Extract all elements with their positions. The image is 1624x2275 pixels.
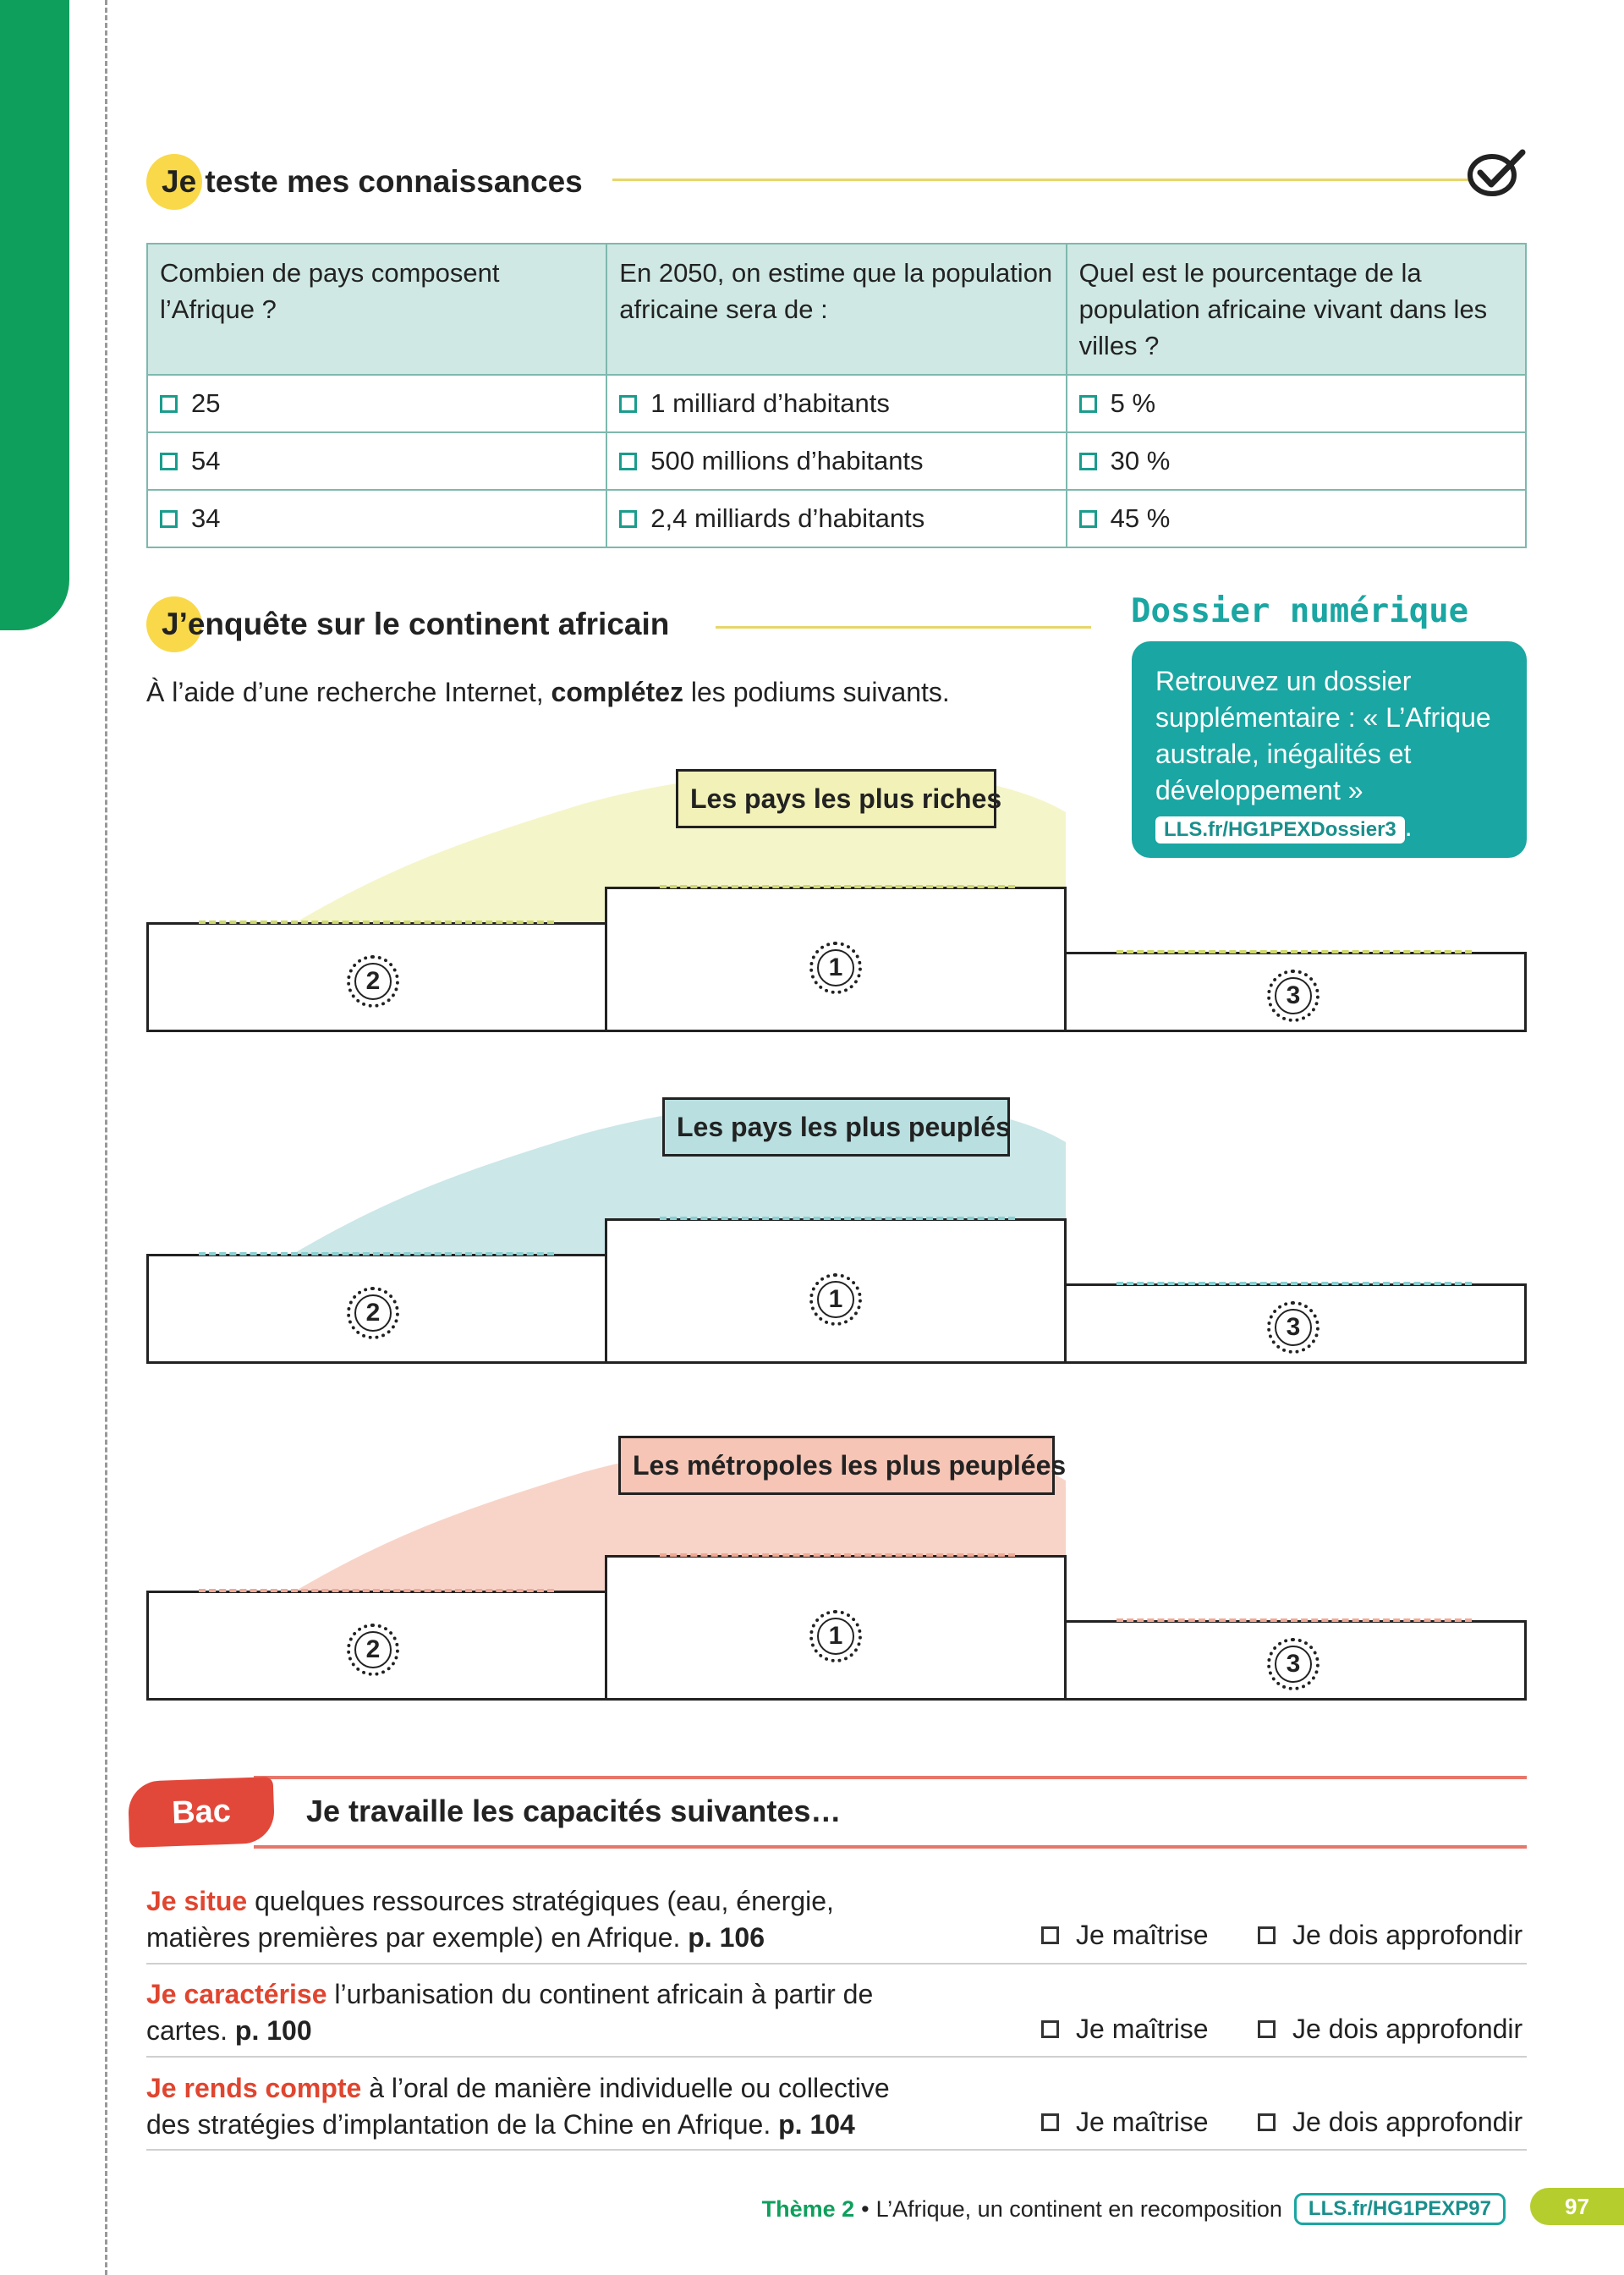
cut-margin-line: [105, 0, 107, 2275]
rank-medal-1: 1: [809, 1610, 862, 1662]
rank-medal-3: 3: [1267, 1638, 1320, 1690]
footer-link[interactable]: LLS.fr/HG1PEXP97: [1294, 2193, 1506, 2225]
checkbox[interactable]: [1041, 2020, 1059, 2038]
bac-rule-bottom: [254, 1845, 1527, 1849]
choice-maitrise[interactable]: Je maîtrise: [1041, 1920, 1208, 1951]
checkbox[interactable]: [1079, 453, 1097, 470]
quiz-option[interactable]: 25: [160, 388, 594, 419]
checkbox[interactable]: [619, 453, 637, 470]
rank-medal-2: 2: [347, 1287, 399, 1339]
rank-medal-3: 3: [1267, 970, 1320, 1022]
title-rest: enquête sur le continent africain: [187, 607, 670, 641]
rank-medal-2: 2: [347, 1624, 399, 1676]
choice-maitrise[interactable]: Je maîtrise: [1041, 2014, 1208, 2045]
checkbox[interactable]: [1041, 2113, 1059, 2131]
quiz-option[interactable]: 1 milliard d’habitants: [619, 388, 1053, 419]
quiz-option[interactable]: 5 %: [1079, 388, 1513, 419]
checkmark-icon: [1467, 147, 1528, 198]
rank-medal-1: 1: [809, 942, 862, 994]
choice-approfondir[interactable]: Je dois approfondir: [1258, 2014, 1522, 2045]
checkbox[interactable]: [160, 510, 178, 528]
instructions: À l’aide d’une recherche Internet, complétez les podiums suivants.: [146, 677, 950, 707]
title-rule: [716, 626, 1091, 629]
chapter-color-tab: [0, 0, 69, 630]
answer-line-3[interactable]: [1116, 1282, 1472, 1285]
skill-1: Je situe quelques ressources stratégiques (eau, énergie, matières premières par exemple) en Afrique. p. 106: [146, 1886, 834, 1953]
answer-line-3[interactable]: [1116, 950, 1472, 953]
dossier-box: Retrouvez un dossier supplémentaire : « L’Afrique australe, inégalités et développement » LLS.fr/HG1PEXDossier3 .: [1132, 641, 1527, 858]
title-prefix: Je: [162, 164, 197, 199]
dossier-text: Retrouvez un dossier supplémentaire : « L’Afrique australe, inégalités et développement »: [1155, 666, 1491, 805]
skill-2: Je caractérise l’urbanisation du continent africain à partir de cartes. p. 100: [146, 1979, 874, 2046]
bac-badge: Bac: [128, 1777, 276, 1848]
choice-maitrise[interactable]: Je maîtrise: [1041, 2107, 1208, 2138]
checkbox[interactable]: [1079, 395, 1097, 413]
podium-label: Les métropoles les plus peuplées: [618, 1436, 1055, 1495]
row-separator: [146, 2056, 1527, 2058]
quiz-option[interactable]: 30 %: [1079, 446, 1513, 476]
choice-approfondir[interactable]: Je dois approfondir: [1258, 1920, 1522, 1951]
title-rule: [612, 179, 1473, 181]
quiz-option[interactable]: 2,4 milliards d’habitants: [619, 503, 1053, 534]
page-footer: Thème 2 • L’Afrique, un continent en recomposition LLS.fr/HG1PEXP97: [762, 2193, 1506, 2225]
quiz-option[interactable]: 54: [160, 446, 594, 476]
checkbox[interactable]: [1258, 2113, 1276, 2131]
quiz-question-2: En 2050, on estime que la population africaine sera de :: [606, 244, 1066, 375]
bac-rule-top: [254, 1776, 1527, 1779]
dossier-title: Dossier numérique: [1131, 592, 1469, 630]
rank-medal-1: 1: [809, 1273, 862, 1326]
footer-theme: Thème 2: [761, 2195, 855, 2222]
dossier-link[interactable]: LLS.fr/HG1PEXDossier3: [1155, 816, 1405, 844]
podium-label: Les pays les plus riches: [676, 769, 996, 828]
quiz-table: [146, 243, 1527, 548]
answer-line-2[interactable]: [199, 1252, 554, 1256]
quiz-option[interactable]: 500 millions d’habitants: [619, 446, 1053, 476]
row-separator: [146, 2149, 1527, 2151]
answer-line-1[interactable]: [660, 1217, 1015, 1220]
footer-subtitle: L’Afrique, un continent en recomposition: [875, 2195, 1282, 2222]
checkbox[interactable]: [1079, 510, 1097, 528]
answer-line-2[interactable]: [199, 1589, 554, 1592]
answer-line-1[interactable]: [660, 1553, 1015, 1557]
choice-approfondir[interactable]: Je dois approfondir: [1258, 2107, 1522, 2138]
checkbox[interactable]: [1258, 1926, 1276, 1944]
rank-medal-2: 2: [347, 955, 399, 1008]
bac-title: Je travaille les capacités suivantes…: [306, 1794, 842, 1828]
page-number: 97: [1530, 2188, 1624, 2225]
checkbox[interactable]: [160, 395, 178, 413]
rank-medal-3: 3: [1267, 1301, 1320, 1354]
answer-line-3[interactable]: [1116, 1618, 1472, 1622]
quiz-question-3: Quel est le pourcentage de la population africaine vivant dans les villes ?: [1067, 244, 1526, 375]
answer-line-2[interactable]: [199, 920, 554, 924]
quiz-question-1: Combien de pays composent l’Afrique ?: [147, 244, 606, 375]
quiz-option[interactable]: 45 %: [1079, 503, 1513, 534]
answer-line-1[interactable]: [660, 885, 1015, 888]
title-prefix: J’: [162, 607, 188, 641]
row-separator: [146, 1963, 1527, 1965]
title-rest: teste mes connaissances: [196, 164, 583, 199]
podium-label: Les pays les plus peuplés: [662, 1097, 1010, 1157]
checkbox[interactable]: [160, 453, 178, 470]
section-title-connaissances: [146, 152, 583, 212]
checkbox[interactable]: [619, 510, 637, 528]
checkbox[interactable]: [619, 395, 637, 413]
quiz-option[interactable]: 34: [160, 503, 594, 534]
skill-3: Je rends compte à l’oral de manière individuelle ou collective des stratégies d’implantation de la Chine en Afrique. p. 104: [146, 2073, 890, 2140]
checkbox[interactable]: [1041, 1926, 1059, 1944]
checkbox[interactable]: [1258, 2020, 1276, 2038]
section-title-enquete: [146, 595, 670, 654]
